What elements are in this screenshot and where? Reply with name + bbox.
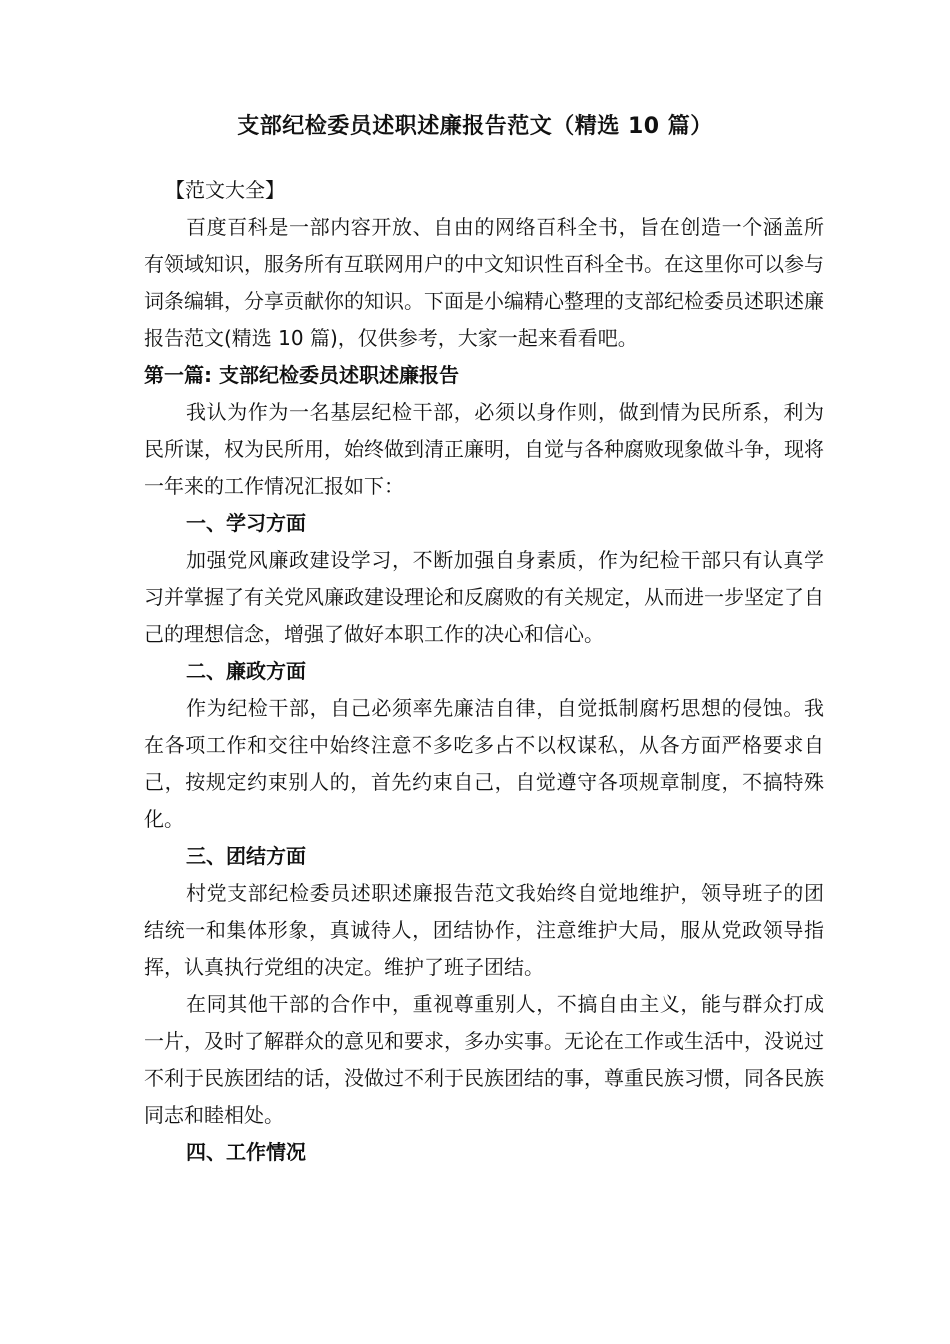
document-body	[144, 172, 824, 1171]
body-paragraph: 加强党风廉政建设学习，不断加强自身素质，作为纪检干部只有认真学习并掌握了有关党风廉政建设理论和反腐败的有关规定，从而进一步坚定了自己的理想信念，增强了做好本职工作的决心和信心。	[144, 548, 824, 646]
section-heading-unity: 三、团结方面	[186, 844, 306, 868]
chapter-heading: 第一篇: 支部纪检委员述职述廉报告	[144, 363, 459, 387]
intro-paragraph: 百度百科是一部内容开放、自由的网络百科全书，旨在创造一个涵盖所有领域知识，服务所有互联网用户的中文知识性百科全书。在这里你可以参与词条编辑，分享贡献你的知识。下面是小编精心整理的支部纪检委员述职述廉报告范文(精选 10 篇)，仅供参考，大家一起来看看吧。	[144, 215, 824, 350]
body-paragraph: 作为纪检干部，自己必须率先廉洁自律，自觉抵制腐朽思想的侵蚀。我在各项工作和交往中始终注意不多吃多占不以权谋私，从各方面严格要求自己，按规定约束别人的，首先约束自己，自觉遵守各项规章制度，不搞特殊化。	[144, 696, 824, 831]
body-paragraph: 在同其他干部的合作中，重视尊重别人，不搞自由主义，能与群众打成一片，及时了解群众的意见和要求，多办实事。无论在工作或生活中，没说过不利于民族团结的话，没做过不利于民族团结的事，尊重民族习惯，同各民族同志和睦相处。	[144, 992, 824, 1127]
section-heading-study: 一、学习方面	[186, 511, 306, 535]
section-heading-integrity: 二、廉政方面	[186, 659, 306, 683]
document-title: 支部纪检委员述职述廉报告范文（精选 10 篇）	[237, 114, 713, 139]
category-tag: 【范文大全】	[165, 178, 285, 202]
section-heading-work: 四、工作情况	[186, 1140, 306, 1164]
body-paragraph: 我认为作为一名基层纪检干部，必须以身作则，做到情为民所系，利为民所谋，权为民所用，始终做到清正廉明，自觉与各种腐败现象做斗争，现将一年来的工作情况汇报如下：	[144, 400, 824, 498]
body-paragraph: 村党支部纪检委员述职述廉报告范文我始终自觉地维护，领导班子的团结统一和集体形象，真诚待人，团结协作，注意维护大局，服从党政领导指挥，认真执行党组的决定。维护了班子团结。	[144, 881, 824, 979]
